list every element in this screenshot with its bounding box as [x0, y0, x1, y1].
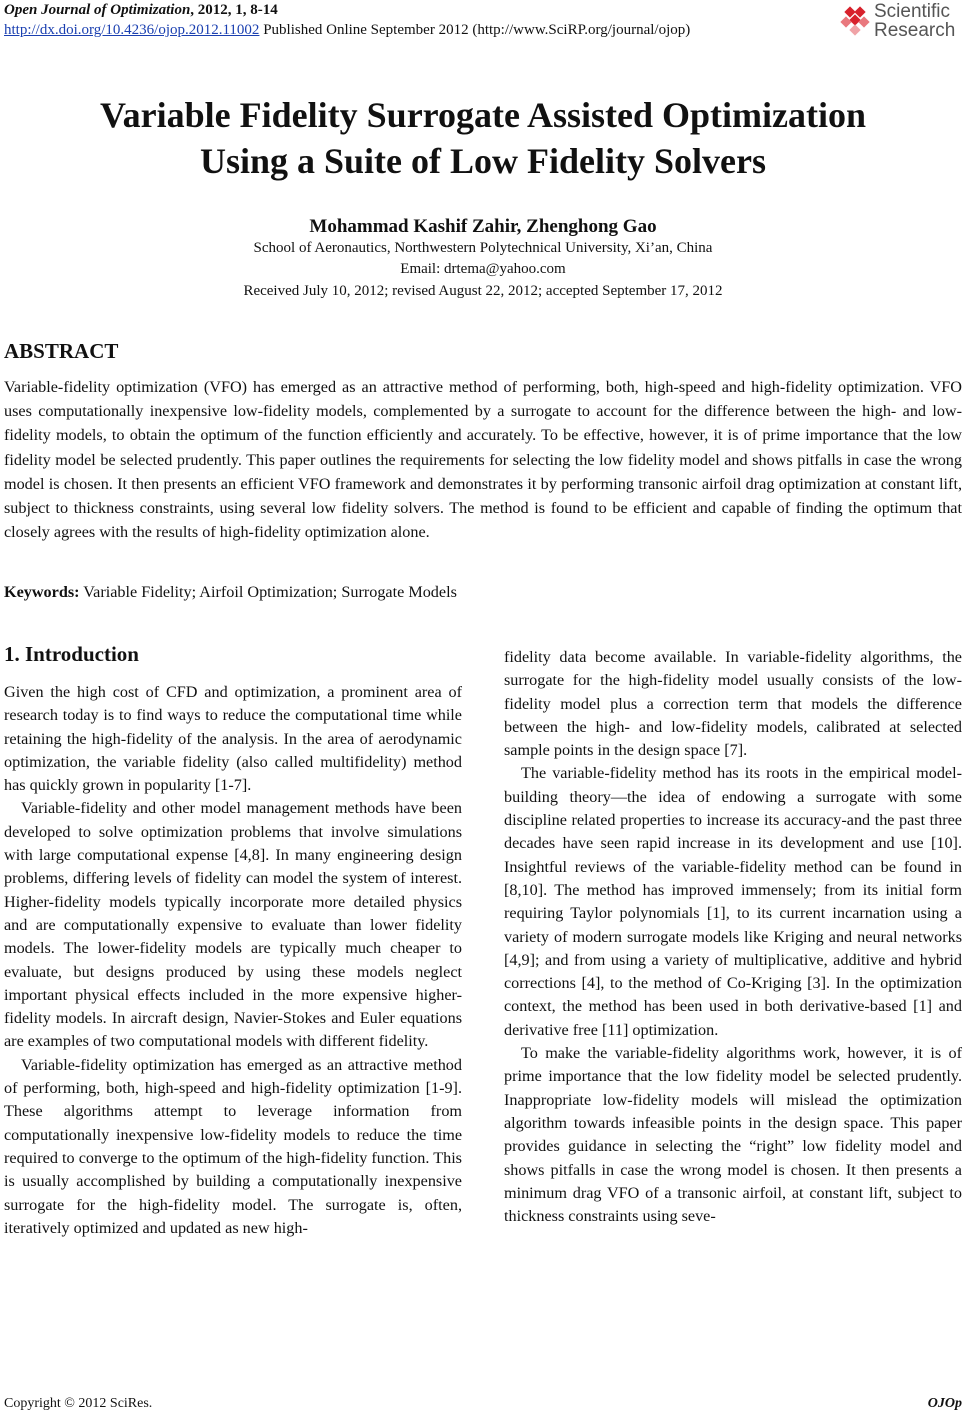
email: Email: drtema@yahoo.com: [400, 261, 566, 277]
journal-citation: [4, 2, 278, 19]
publisher-logo: [842, 2, 962, 46]
keywords-list: Variable Fidelity; Airfoil Optimization; Surrogate Models: [79, 583, 457, 601]
abstract-body: Variable-fidelity optimization (VFO) has emerged as an attractive method of performing, both, high-speed and high-fidelity optimization. VFO uses computationally inexpensive low-fidelity models, complemented by a surrogate to account for the difference between the high- and low-fidelity models, to obtain the optimum of the function efficiently and accurately. To be effective, however, it is of prime importance that the low fidelity model be selected prudently. This paper outlines the requirements for selecting the low fidelity model and shows pitfalls in case the wrong model is chosen. It then presents an efficient VFO framework and demonstrates it by performing transonic airfoil drag optimization at constant lift, subject to thickness constraints, using several low fidelity solvers. The method is found to be efficient and capable of finding the optimum that closely agrees with the results of high-fidelity optimization alone.: [4, 378, 962, 542]
doi-line: [4, 22, 690, 39]
paragraph: Variable-fidelity optimization has emerged as an attractive method of performing, both, high-speed and high-fidelity optimization [1-9]. These algorithms attempt to leverage information from computationally inexpensive low-fidelity models to reduce the time required to converge to the optimum of the high-fidelity function. This is usually accomplished by building a computationally inexpensive surrogate for the high-fidelity model. The surrogate is, often, iteratively optimized and updated as new high-: [4, 1055, 462, 1237]
paragraph: Variable-fidelity and other model management methods have been developed to solve optimization problems that involve simulations with large computational expense [4,8]. In many engineering design problems, differing levels of fidelity can model the system of interest. Higher-fidelity models typically incorporate more detailed physics and are computationally expensive to evaluate than lower fidelity models. The lower-fidelity models are typically much cheaper to evaluate, but designs produced by using these models neglect important physical effects included in the more expensive higher-fidelity models. In aircraft design, Navier-Stokes and Euler equations are examples of two computational models with different fidelity.: [4, 799, 462, 1051]
title-line-2: Using a Suite of Low Fidelity Solvers: [199, 141, 766, 181]
logo-text: Scientific Research: [874, 1, 956, 41]
page-header: [4, 0, 964, 48]
keywords: [4, 583, 457, 602]
right-column: [504, 646, 962, 1228]
affiliation: School of Aeronautics, Northwestern Polytechnical University, Xi’an, China: [253, 240, 713, 256]
journal-name: Open Journal of Optimization: [4, 2, 191, 18]
received-dates: Received July 10, 2012; revised August 22, 2012; accepted September 17, 2012: [243, 283, 723, 299]
journal-issue: , 2012, 1, 8-14: [190, 2, 278, 18]
left-column: [4, 681, 462, 1240]
title-line-1: Variable Fidelity Surrogate Assisted Optimization: [99, 95, 866, 135]
paper-title: [0, 92, 966, 184]
paragraph: Given the high cost of CFD and optimization, a prominent area of research today is to find ways to reduce the computational time while retaining the high-fidelity of the analysis. In the area of aerodynamic optimization, the variable fidelity (also called multifidelity) method has quickly grown in popularity [1-7].: [4, 683, 462, 795]
doi-link[interactable]: http://dx.doi.org/10.4236/ojop.2012.11002: [4, 22, 260, 38]
paragraph: The variable-fidelity method has its roots in the empirical model-building theory—the idea of endowing a surrogate with some discipline related properties to increase its accuracy-and the past three decades have seen rapid increase in its development and use [10]. Insightful reviews of the variable-fidelity method can be found in [8,10]. The method has improved immensely; from its initial form requiring Taylor polynomials [1], to its current incarnation using a variety of modern surrogate models like Kriging and neural networks [4,9]; and from using a variety of multiplicative, additive and hybrid corrections [4], to the method of Co-Kriging [3]. In the optimization context, the method has been used in both derivative-based [1] and derivative free [11] optimization.: [504, 764, 962, 1039]
abstract-heading: ABSTRACT: [4, 339, 119, 363]
keywords-label: Keywords:: [4, 583, 80, 601]
logo-diamonds-icon: [842, 6, 872, 36]
published-online: Published Online September 2012 (http://www.SciRP.org/journal/ojop): [259, 22, 691, 38]
paragraph: fidelity data become available. In variable-fidelity algorithms, the surrogate for the high-fidelity model usually consists of the low-fidelity model plus a correction term that models the difference between the high- and low-fidelity models, calibrated at selected sample points in the design space [7].: [504, 648, 962, 760]
authors: Mohammad Kashif Zahir, Zhenghong Gao: [309, 216, 657, 237]
copyright: Copyright © 2012 SciRes.: [4, 1396, 153, 1411]
paragraph: To make the variable-fidelity algorithms work, however, it is of prime importance that the low fidelity model be selected prudently. Inappropriate low-fidelity models will mislead the optimization algorithm towards infeasible points in the design space. This paper provides guidance in selecting the “right” low fidelity model and shows pitfalls in case the wrong model is chosen. It then presents a minimum drag VFO of a transonic airfoil, at constant lift, subject to thickness constraints using seve-: [504, 1044, 962, 1226]
section-heading: 1. Introduction: [4, 642, 139, 666]
journal-abbreviation: OJOp: [927, 1396, 962, 1411]
